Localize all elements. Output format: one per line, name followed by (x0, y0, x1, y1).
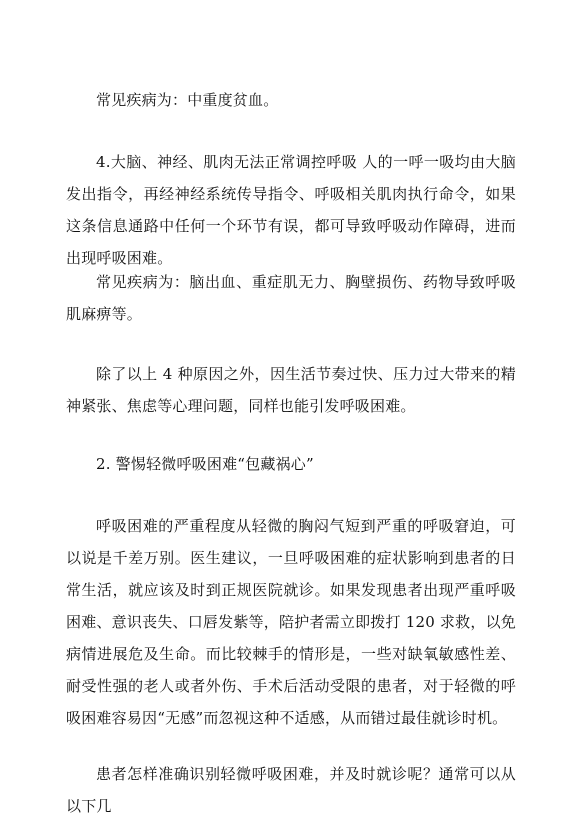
paragraph-common-diseases-anemia: 常见疾病为：中重度贫血。 (96, 91, 279, 109)
paragraph-psychological-cause: 除了以上 4 种原因之外，因生活节奏过快、压力过大带来的精神紧张、焦虑等心理问题，同样也能引发呼吸困难。 (66, 365, 516, 415)
paragraph-how-to-identify: 患者怎样准确识别轻微呼吸困难，并及时就诊呢？通常可以从以下几 (66, 765, 516, 815)
section-heading-mild-dyspnea: 2. 警惕轻微呼吸困难“包藏祸心” (96, 455, 314, 473)
paragraph-common-diseases-neuro: 常见疾病为：脑出血、重症肌无力、胸壁损伤、药物导致呼吸肌麻痹等。 (66, 273, 516, 323)
paragraph-severity-advice: 呼吸困难的严重程度从轻微的胸闷气短到严重的呼吸窘迫，可以说是千差万别。医生建议，一旦呼吸困难的症状影响到患者的日常生活，就应该及时到正规医院就诊。如果发现患者出现严重呼吸困难、意识丧失、口唇发紫等，陪护者需立即拨打 120 求救，以免病情进展危及生命。而比较棘手的情形是，一些对缺氧敏感性差、耐受性强的老人或者外伤、手术后活动受限的患者，对于轻微的呼吸困难容易因“无感”而忽视这种不适感，从而错过最佳就诊时机。 (66, 517, 516, 727)
paragraph-neuromuscular-cause: 4.大脑、神经、肌肉无法正常调控呼吸 人的一呼一吸均由大脑发出指令，再经神经系统传导指令、呼吸相关肌肉执行命令，如果这条信息通路中任何一个环节有误，都可导致呼吸动作障碍，进而出现呼吸困难。 (66, 153, 516, 267)
